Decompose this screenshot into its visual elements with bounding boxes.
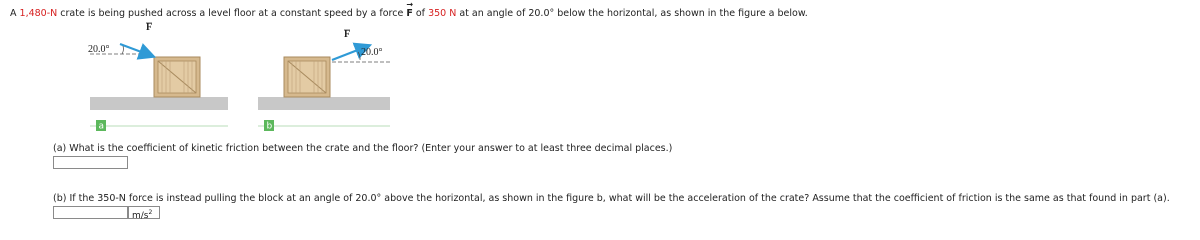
crate-weight-value: 1,480-N	[19, 8, 58, 19]
unit-base: m/s	[132, 211, 149, 221]
force-label-a: F	[146, 22, 153, 33]
intro-text-middle: crate is being pushed across a level floor at a constant speed by a force	[60, 8, 404, 19]
intro-text-of: of	[415, 8, 426, 19]
angle-label-a: 20.0°	[88, 44, 110, 55]
angle-arc-a	[122, 46, 123, 54]
part-b-answer-input[interactable]	[53, 206, 128, 219]
floor-a	[90, 97, 228, 110]
crate-b	[284, 57, 330, 97]
angle-label-b: 20.0°	[361, 47, 383, 58]
label-b-text: b	[266, 121, 273, 132]
part-a-question: (a) What is the coefficient of kinetic friction between the crate and the floor? (Enter your answer to at least three decimal places.)	[53, 143, 673, 154]
force-label-b: F	[344, 29, 351, 40]
unit-exponent: 2	[148, 209, 153, 216]
part-b-unit	[128, 206, 160, 219]
figure-svg	[86, 22, 396, 134]
force-magnitude-value: 350 N	[428, 8, 457, 19]
figure-b	[258, 29, 392, 110]
figure-a	[88, 22, 228, 110]
angle-arc-b	[358, 52, 360, 60]
label-a-text: a	[98, 121, 105, 132]
intro-text-end: at an angle of 20.0° below the horizontal, as shown in the figure a below.	[459, 8, 808, 19]
problem-intro	[10, 8, 808, 19]
part-b-question: (b) If the 350-N force is instead pulling the block at an angle of 20.0° above the horizontal, as shown in the figure b, what will be the acceleration of the crate? Assume that the coefficient of friction is the same as that found in part (a).	[53, 193, 1170, 204]
crate-a	[154, 57, 200, 97]
intro-text-start: A	[10, 8, 17, 19]
part-a-answer-input[interactable]	[53, 156, 128, 169]
floor-b	[258, 97, 390, 110]
figure	[86, 22, 396, 134]
force-vector-symbol: → F	[406, 8, 413, 19]
